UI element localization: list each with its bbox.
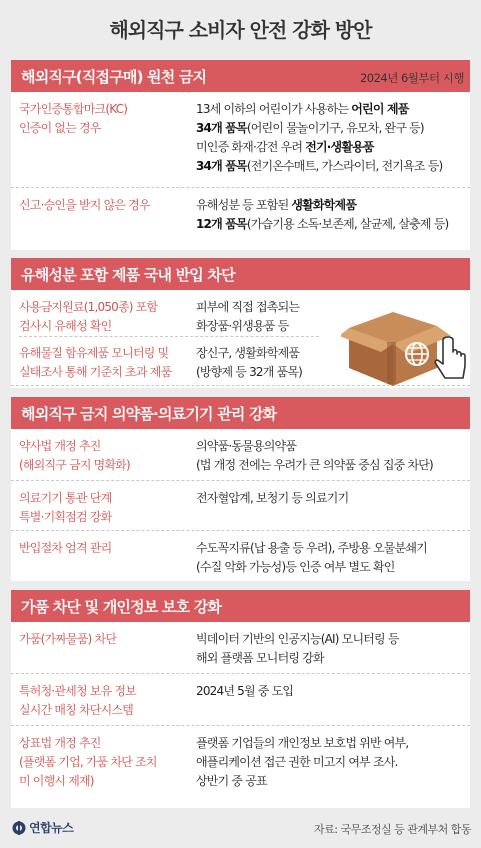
section-counterfeit-privacy bbox=[11, 590, 470, 808]
table-row bbox=[11, 622, 470, 674]
row-label: 반입절차 엄격 관리 bbox=[19, 541, 112, 555]
row-label: 상표법 개정 추진 (플랫폼 기업, 가품 차단 조치 미 이행시 제재) bbox=[19, 736, 157, 788]
effective-date: 2024년 6월부터 시행 bbox=[359, 71, 464, 85]
row-label: 가품(가짜물품) 차단 bbox=[19, 632, 117, 646]
row-description: 플랫폼 기업들의 개인정보 보호법 위반 여부, 애플리케이션 접근 권한 미고지 여부 조사. 상반기 중 공표 bbox=[196, 736, 409, 788]
yonhap-logo-icon bbox=[12, 821, 26, 835]
section-header bbox=[11, 258, 470, 290]
row-label: 사용금지원료(1,050종) 포함 검사시 유해성 확인 bbox=[19, 300, 158, 333]
section-direct-purchase-ban bbox=[11, 60, 470, 250]
section-medical-products bbox=[11, 397, 470, 581]
package-globe-illustration bbox=[341, 306, 471, 388]
table-row bbox=[11, 429, 470, 481]
row-description: 빅데이터 기반의 인공지능(AI) 모니터링 등 해외 플랫폼 모니터링 강화 bbox=[196, 632, 399, 665]
section-title: 해외직구 금지 의약품·의료기기 관리 강화 bbox=[21, 405, 277, 423]
row-label: 국가인증통합마크(KC) 인증이 없는 경우 bbox=[19, 102, 128, 135]
row-description: 2024년 5월 중 도입 bbox=[196, 684, 294, 698]
section-title: 가품 차단 및 개인정보 보호 강화 bbox=[21, 598, 222, 616]
table-row bbox=[11, 481, 470, 531]
section-title: 해외직구(직접구매) 원천 금지 bbox=[21, 68, 207, 86]
row-description: 피부에 직접 접촉되는 화장품·위생용품 등 bbox=[196, 300, 300, 333]
section-header bbox=[11, 590, 470, 622]
row-label: 유해물질 함유제품 모니터링 및 실태조사 통해 기준치 초과 제품 bbox=[19, 346, 172, 379]
table-row bbox=[11, 188, 470, 250]
section-header bbox=[11, 60, 470, 92]
row-description: 전자혈압계, 보청기 등 의료기기 bbox=[196, 491, 349, 505]
row-label: 신고·승인을 받지 않은 경우 bbox=[19, 198, 150, 212]
row-label: 특허청·관세청 보유 정보 실시간 매칭 차단시스템 bbox=[19, 684, 136, 717]
section-harmful-products bbox=[11, 258, 470, 388]
row-label: 의료기기 통관 단계 특별·기획점검 강화 bbox=[19, 491, 112, 524]
row-description: 의약품·동물용의약품 (법 개정 전에는 우려가 큰 의약품 중심 집중 차단) bbox=[196, 439, 433, 472]
row-description: 수도꼭지류(납 용출 등 우려), 주방용 오물분쇄기 (수질 악화 가능성)등 인증 여부 별도 확인 bbox=[196, 541, 427, 574]
row-description: 13세 이하의 어린이가 사용하는 어린이 제품 34개 품목(어린이 물놀이기구, 유모차, 완구 등) 미인증 화재·감전 우려 전기·생활용품 34개 품목(전기온수매트, 가스라이터, 전기욕조 등) bbox=[196, 102, 443, 173]
table-row bbox=[11, 92, 470, 188]
source-credit: 자료: 국무조정실 등 관계부처 합동 bbox=[314, 823, 471, 836]
table-row bbox=[11, 726, 470, 806]
page-title: 해외직구 소비자 안전 강화 방안 bbox=[109, 18, 372, 42]
table-row bbox=[11, 674, 470, 726]
table-row bbox=[11, 531, 470, 581]
section-header bbox=[11, 397, 470, 429]
row-description: 장신구, 생활화학제품 (방향제 등 32개 품목) bbox=[196, 346, 303, 379]
section-title: 유해성분 포함 제품 국내 반입 차단 bbox=[21, 266, 235, 284]
row-description: 유해성분 등 포함된 생활화학제품 12개 품목(가습기용 소독·보존제, 살균제, 살충제 등) bbox=[196, 198, 449, 231]
yonhap-logo: 연합뉴스 bbox=[12, 819, 73, 836]
row-label: 약사법 개정 추진 (해외직구 금지 명확화) bbox=[19, 439, 130, 472]
